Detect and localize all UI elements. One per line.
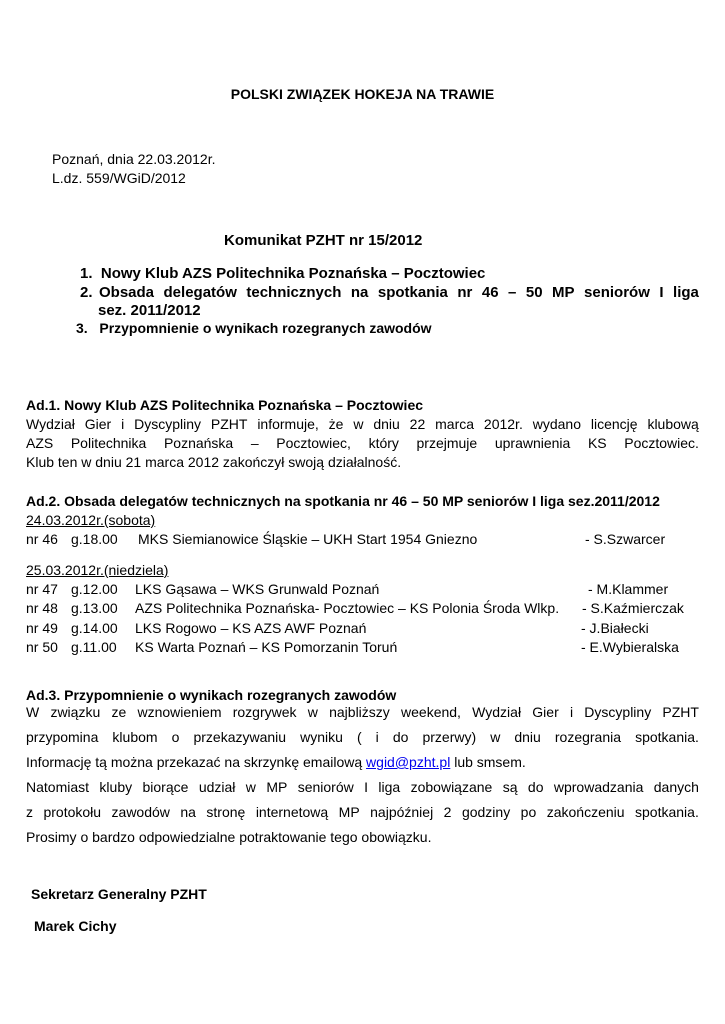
word: związku [50, 704, 101, 720]
word: Poznańska [163, 435, 234, 451]
ad1-line2 [26, 435, 699, 451]
word: Wydział [26, 416, 75, 432]
word: Politechnika [70, 435, 147, 451]
word: przekazywaniu [193, 729, 287, 745]
word: i [569, 704, 574, 720]
word: AZS [26, 435, 54, 451]
word: PZHT [662, 704, 699, 720]
toc-item-text: Przypomnienie o wynikach rozegranych zawodów [99, 320, 432, 336]
word: najbliższy [329, 704, 390, 720]
ad3-line6: Prosimy o bardzo odpowiedzialne potraktowanie tego obowiązku. [26, 829, 432, 845]
word: W [26, 704, 40, 720]
match-number: nr 48 [26, 600, 58, 616]
match-teams: LKS Gąsawa – WKS Grunwald Poznań [135, 581, 380, 597]
word: w [307, 704, 318, 720]
match-time: g.18.00 [71, 531, 118, 547]
match-teams: KS Warta Poznań – KS Pomorzanin Toruń [135, 639, 398, 655]
word: spotkania [377, 284, 448, 301]
word: wznowieniem [137, 704, 222, 720]
word: z [26, 804, 33, 820]
toc-item-text: Nowy Klub AZS Politechnika Poznańska – Pocztowiec [100, 265, 486, 282]
ad3-heading: Ad.3. Przypomnienie o wynikach rozegranych zawodów [26, 687, 397, 703]
match-teams: MKS Siemianowice Śląskie – UKH Start 1954 Gniezno [138, 531, 478, 547]
match-delegate: - S.Kaźmierczak [582, 600, 684, 616]
toc-item-2-line2: sez. 2011/2012 [98, 302, 201, 319]
word: Gier [84, 416, 112, 432]
word: klubową [647, 416, 699, 432]
word: wprowadzania [553, 779, 644, 795]
ad3-line3-post: lub smsem. [450, 754, 526, 770]
word: 2012r. [483, 416, 523, 432]
word: Pocztowiec, [276, 435, 351, 451]
word: KS [587, 435, 607, 451]
reference-number: L.dz. 559/WGiD/2012 [52, 170, 186, 186]
word: liga [673, 284, 699, 301]
match-delegate: - M.Klammer [588, 581, 669, 597]
word: weekend, [401, 704, 461, 720]
match-delegate: - E.Wybieralska [581, 639, 679, 655]
word: Pocztowiec. [624, 435, 699, 451]
ad3-line3 [26, 754, 526, 770]
word: uprawnienia [494, 435, 571, 451]
match-teams: LKS Rogowo – KS AZS AWF Poznań [135, 620, 367, 636]
match-number: nr 49 [26, 620, 58, 636]
match-number: nr 50 [26, 639, 58, 655]
email-link[interactable]: wgid@pzht.pl [366, 754, 451, 770]
toc-item-2-line1 [99, 284, 699, 301]
word: zawodów [111, 804, 170, 820]
match-time: g.14.00 [71, 620, 118, 636]
word: protokołu [43, 804, 102, 820]
word: Wydział [472, 704, 522, 720]
word: przypomina [26, 729, 99, 745]
word: rozgrywek [232, 704, 297, 720]
word: Gier [532, 704, 559, 720]
word: MP [338, 804, 360, 820]
org-name: POLSKI ZWIĄZEK HOKEJA NA TRAWIE [230, 86, 495, 102]
word: wyniku [300, 729, 343, 745]
word: delegatów [163, 284, 237, 301]
match-teams: AZS Politechnika Poznańska- Pocztowiec – KS Polonia Środa Wlkp. [135, 600, 560, 616]
ad1-line1 [26, 416, 699, 432]
word: licencję [590, 416, 638, 432]
word: Natomiast [26, 779, 90, 795]
match-delegate: - S.Szwarcer [585, 531, 666, 547]
toc-item-1 [80, 265, 485, 282]
word: zakończeniu [546, 804, 625, 820]
match-number: nr 46 [26, 531, 58, 547]
match-time: g.11.00 [71, 639, 117, 655]
ad3-line3-pre: Informację tą można przekazać na skrzynkę emailową [26, 754, 367, 770]
word: do [392, 729, 409, 745]
ad1-heading: Ad.1. Nowy Klub AZS Politechnika Poznańska – Pocztowiec [26, 397, 424, 413]
word: Dyscypliny [134, 416, 201, 432]
word: po [520, 804, 537, 820]
word: o [171, 729, 180, 745]
word: I [659, 284, 664, 301]
word: że [328, 416, 344, 432]
signature-role: Sekretarz Generalny PZHT [31, 886, 207, 902]
word: przejmuje [416, 435, 478, 451]
word: 50 [525, 284, 543, 301]
word: seniorów [584, 284, 650, 301]
match-delegate: - J.Białecki [581, 620, 649, 636]
word: informuje, [257, 416, 319, 432]
word: na [180, 804, 196, 820]
word: dniu [373, 416, 400, 432]
word: w [245, 779, 256, 795]
word: i [121, 416, 125, 432]
word: spotkania. [635, 804, 699, 820]
word: PZHT [210, 416, 248, 432]
word: który [368, 435, 399, 451]
word: w [490, 729, 501, 745]
word: seniorów [297, 779, 354, 795]
word: zobowiązane [410, 779, 493, 795]
ad3-line1 [26, 704, 699, 720]
signature-name: Marek Cichy [34, 918, 117, 934]
word: w [353, 416, 364, 432]
place-date: Poznań, dnia 22.03.2012r. [52, 151, 216, 167]
word: 46 [481, 284, 499, 301]
ad3-line5 [26, 804, 699, 820]
ad3-line2 [26, 729, 699, 745]
word: – [250, 435, 259, 451]
ad3-line4 [26, 779, 699, 795]
word: kluby [99, 779, 133, 795]
word: do [527, 779, 544, 795]
word: MP [266, 779, 288, 795]
word: rozegrania [554, 729, 622, 745]
word: ( [356, 729, 362, 745]
word: stronę [206, 804, 246, 820]
word: Obsada [99, 284, 155, 301]
word: internetową [255, 804, 329, 820]
word: są [502, 779, 518, 795]
word: liga [378, 779, 401, 795]
word: ze [111, 704, 127, 720]
word: dniu [514, 729, 541, 745]
ad2-day2-date: 25.03.2012r.(niedziela) [26, 562, 169, 578]
match-number: nr 47 [26, 581, 58, 597]
word: udział [198, 779, 236, 795]
word: marca [435, 416, 475, 432]
word: nr [457, 284, 473, 301]
word: 22 [409, 416, 426, 432]
word: MP [552, 284, 575, 301]
match-time: g.12.00 [71, 581, 118, 597]
word: danych [653, 779, 699, 795]
word: przerwy) [422, 729, 477, 745]
ad2-heading: Ad.2. Obsada delegatów technicznych na spotkania nr 46 – 50 MP seniorów I liga sez.2011/2012 [26, 493, 660, 509]
document-title: Komunikat PZHT nr 15/2012 [224, 232, 423, 249]
word: I [364, 779, 369, 795]
word: Dyscypliny [584, 704, 652, 720]
match-time: g.13.00 [71, 600, 118, 616]
toc-item-2-number: 2. [80, 284, 93, 301]
word: wydano [532, 416, 581, 432]
word: 2 [443, 804, 452, 820]
toc-item-number: 3. [76, 320, 88, 336]
word: – [508, 284, 517, 301]
ad2-day1-date: 24.03.2012r.(sobota) [26, 512, 156, 528]
word: i [375, 729, 379, 745]
word: na [350, 284, 369, 301]
toc-item-number: 1. [80, 265, 93, 282]
word: technicznych [246, 284, 342, 301]
word: biorące [142, 779, 189, 795]
word: klubom [112, 729, 158, 745]
ad1-line3: Klub ten w dniu 21 marca 2012 zakończył swoją działalność. [26, 454, 402, 470]
word: spotkania. [635, 729, 699, 745]
word: godziny [461, 804, 511, 820]
toc-item-3 [76, 320, 432, 336]
word: najpóźniej [370, 804, 434, 820]
